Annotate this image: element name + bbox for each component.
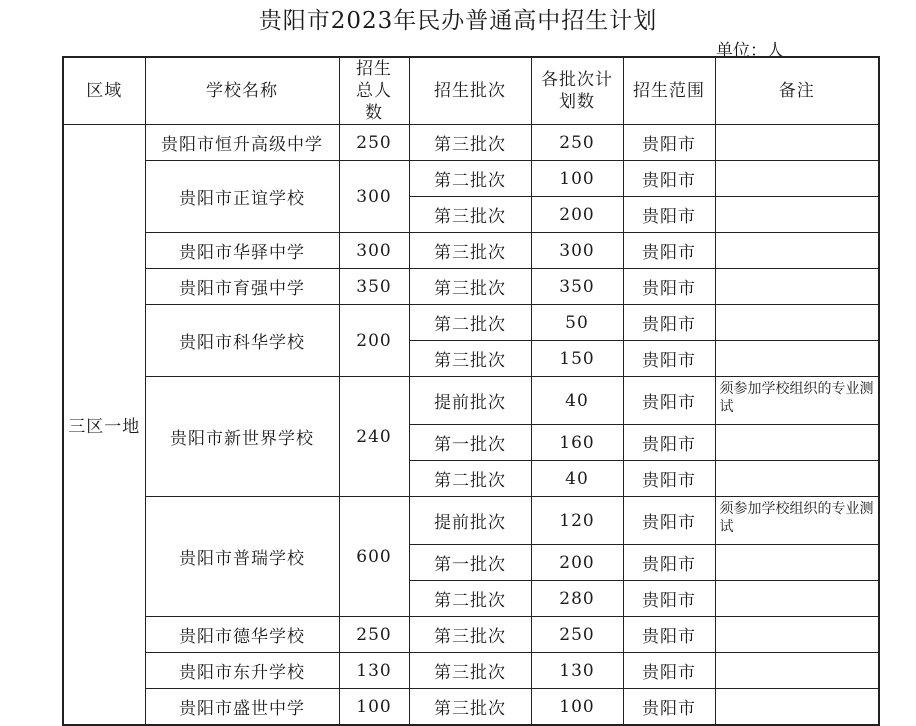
note-cell: 须参加学校组织的专业测试 [715, 377, 879, 425]
table-row [63, 125, 879, 161]
note-cell [715, 305, 879, 341]
batch-cell: 第二批次 [409, 581, 531, 617]
batch-count-cell: 280 [531, 581, 623, 617]
batch-cell: 第三批次 [409, 125, 531, 161]
batch-count-cell: 40 [531, 461, 623, 497]
batch-count-cell: 150 [531, 341, 623, 377]
batch-cell: 第三批次 [409, 653, 531, 689]
table-row [63, 497, 879, 545]
scope-cell: 贵阳市 [623, 197, 715, 233]
batch-count-cell: 300 [531, 233, 623, 269]
note-cell [715, 197, 879, 233]
total-cell: 130 [339, 653, 409, 689]
table-row [63, 689, 879, 726]
batch-count-cell: 350 [531, 269, 623, 305]
note-cell [715, 545, 879, 581]
scope-cell: 贵阳市 [623, 689, 715, 726]
school-name-cell: 贵阳市盛世中学 [145, 689, 339, 726]
batch-cell: 第二批次 [409, 461, 531, 497]
table-row [63, 617, 879, 653]
header-total: 招生总人数 [339, 57, 409, 125]
total-cell: 350 [339, 269, 409, 305]
school-name-cell: 贵阳市育强中学 [145, 269, 339, 305]
scope-cell: 贵阳市 [623, 461, 715, 497]
batch-cell: 第三批次 [409, 269, 531, 305]
header-note: 备注 [715, 57, 879, 125]
total-cell: 240 [339, 377, 409, 497]
school-name-cell: 贵阳市科华学校 [145, 305, 339, 377]
note-cell [715, 617, 879, 653]
batch-count-cell: 40 [531, 377, 623, 425]
batch-count-cell: 100 [531, 161, 623, 197]
school-name-cell: 贵阳市恒升高级中学 [145, 125, 339, 161]
note-cell [715, 425, 879, 461]
header-batch: 招生批次 [409, 57, 531, 125]
school-name-cell: 贵阳市德华学校 [145, 617, 339, 653]
batch-count-cell: 250 [531, 125, 623, 161]
batch-count-cell: 120 [531, 497, 623, 545]
batch-count-cell: 100 [531, 689, 623, 726]
note-cell [715, 653, 879, 689]
total-cell: 300 [339, 233, 409, 269]
batch-count-cell: 200 [531, 545, 623, 581]
batch-cell: 第三批次 [409, 233, 531, 269]
unit-label: 单位：人 [716, 41, 784, 61]
header-batch-count: 各批次计划数 [531, 57, 623, 125]
header-region: 区域 [63, 57, 145, 125]
note-cell [715, 269, 879, 305]
school-name-cell: 贵阳市华驿中学 [145, 233, 339, 269]
batch-count-cell: 130 [531, 653, 623, 689]
batch-count-cell: 160 [531, 425, 623, 461]
note-cell [715, 461, 879, 497]
page-title: 贵阳市2023年民办普通高中招生计划 [258, 8, 658, 34]
table-row [63, 305, 879, 341]
batch-cell: 第一批次 [409, 545, 531, 581]
school-name-cell: 贵阳市新世界学校 [145, 377, 339, 497]
batch-count-cell: 200 [531, 197, 623, 233]
batch-count-cell: 50 [531, 305, 623, 341]
scope-cell: 贵阳市 [623, 497, 715, 545]
scope-cell: 贵阳市 [623, 341, 715, 377]
scope-cell: 贵阳市 [623, 581, 715, 617]
table-body [63, 125, 879, 726]
header-school: 学校名称 [145, 57, 339, 125]
batch-cell: 第三批次 [409, 341, 531, 377]
note-cell: 须参加学校组织的专业测试 [715, 497, 879, 545]
table-row [63, 233, 879, 269]
header-scope: 招生范围 [623, 57, 715, 125]
batch-cell: 第一批次 [409, 425, 531, 461]
school-name-cell: 贵阳市普瑞学校 [145, 497, 339, 617]
scope-cell: 贵阳市 [623, 545, 715, 581]
batch-cell: 第二批次 [409, 161, 531, 197]
batch-cell: 提前批次 [409, 497, 531, 545]
note-cell [715, 161, 879, 197]
scope-cell: 贵阳市 [623, 653, 715, 689]
batch-cell: 第三批次 [409, 197, 531, 233]
scope-cell: 贵阳市 [623, 377, 715, 425]
total-cell: 300 [339, 161, 409, 233]
batch-cell: 提前批次 [409, 377, 531, 425]
table-row [63, 269, 879, 305]
table-row [63, 161, 879, 197]
batch-cell: 第三批次 [409, 689, 531, 726]
total-cell: 250 [339, 125, 409, 161]
table-header [63, 57, 879, 125]
batch-count-cell: 250 [531, 617, 623, 653]
school-name-cell: 贵阳市正谊学校 [145, 161, 339, 233]
region-cell: 三区一地 [63, 125, 145, 726]
scope-cell: 贵阳市 [623, 125, 715, 161]
school-name-cell: 贵阳市东升学校 [145, 653, 339, 689]
note-cell [715, 341, 879, 377]
header-row [63, 57, 879, 125]
note-cell [715, 233, 879, 269]
total-cell: 100 [339, 689, 409, 726]
scope-cell: 贵阳市 [623, 425, 715, 461]
note-cell [715, 581, 879, 617]
total-cell: 200 [339, 305, 409, 377]
scope-cell: 贵阳市 [623, 233, 715, 269]
enrollment-plan-table [62, 56, 880, 726]
note-cell [715, 689, 879, 726]
batch-cell: 第三批次 [409, 617, 531, 653]
scope-cell: 贵阳市 [623, 161, 715, 197]
total-cell: 250 [339, 617, 409, 653]
scope-cell: 贵阳市 [623, 269, 715, 305]
table-row [63, 377, 879, 425]
scope-cell: 贵阳市 [623, 617, 715, 653]
note-cell [715, 125, 879, 161]
scope-cell: 贵阳市 [623, 305, 715, 341]
total-cell: 600 [339, 497, 409, 617]
batch-cell: 第二批次 [409, 305, 531, 341]
table-row [63, 653, 879, 689]
